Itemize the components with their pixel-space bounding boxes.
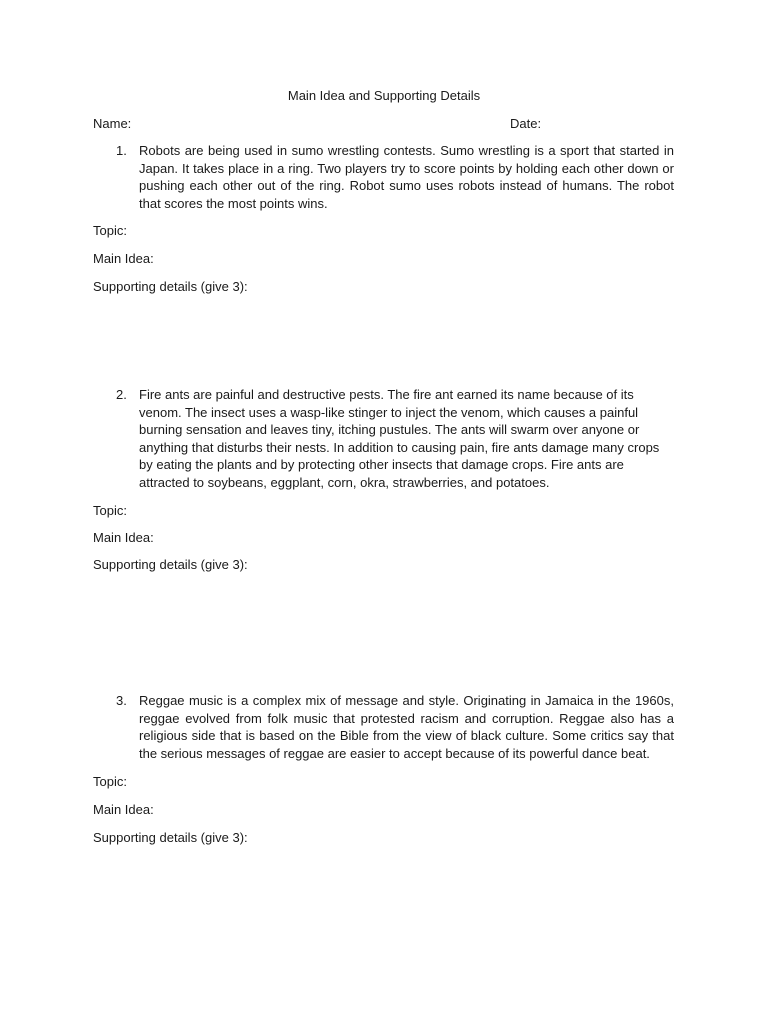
topic-label: Topic: [93, 223, 127, 238]
supporting-details-label: Supporting details (give 3): [93, 557, 248, 572]
topic-label: Topic: [93, 774, 127, 789]
question-2 [93, 386, 674, 492]
main-idea-label: Main Idea: [93, 530, 154, 545]
name-label: Name: [93, 116, 132, 131]
question-number: 2. [116, 387, 127, 402]
topic-label: Topic: [93, 503, 127, 518]
question-3 [93, 692, 674, 762]
date-label: Date: [510, 116, 542, 131]
main-idea-label: Main Idea: [93, 802, 154, 817]
passage-text: Fire ants are painful and destructive pests. The fire ant earned its name because of its venom. The insect uses a wasp-like stinger to inject the venom, which causes a painful burning sensation and leaves tiny, itching pustules. The ants will swarm over anyone or anything that disturbs their nests. In addition to causing pain, fire ants damage many crops by eating the plants and by protecting other insects that damage crops. Fire ants are attracted to soybeans, eggplant, corn, okra, strawberries, and potatoes. [139, 387, 660, 490]
document-title: Main Idea and Supporting Details [287, 88, 481, 103]
question-1 [93, 142, 674, 212]
passage-text: Reggae music is a complex mix of message and style. Originating in Jamaica in the 1960s, reggae evolved from folk music that protested racism and corruption. Reggae also has a religious side that is based on the Bible from the view of black culture. Some critics say that the serious messages of reggae are easier to accept because of its powerful dance beat. [139, 693, 674, 761]
question-number: 3. [116, 693, 127, 708]
passage-text: Robots are being used in sumo wrestling contests. Sumo wrestling is a sport that started in Japan. It takes place in a ring. Two players try to score points by holding each other down or pushing each other out of the ring. Robot sumo uses robots instead of humans. The robot that scores the most points wins. [139, 143, 674, 211]
name-date-row [93, 115, 673, 132]
question-number: 1. [116, 143, 127, 158]
supporting-details-label: Supporting details (give 3): [93, 279, 248, 294]
supporting-details-label: Supporting details (give 3): [93, 830, 248, 845]
main-idea-label: Main Idea: [93, 251, 154, 266]
